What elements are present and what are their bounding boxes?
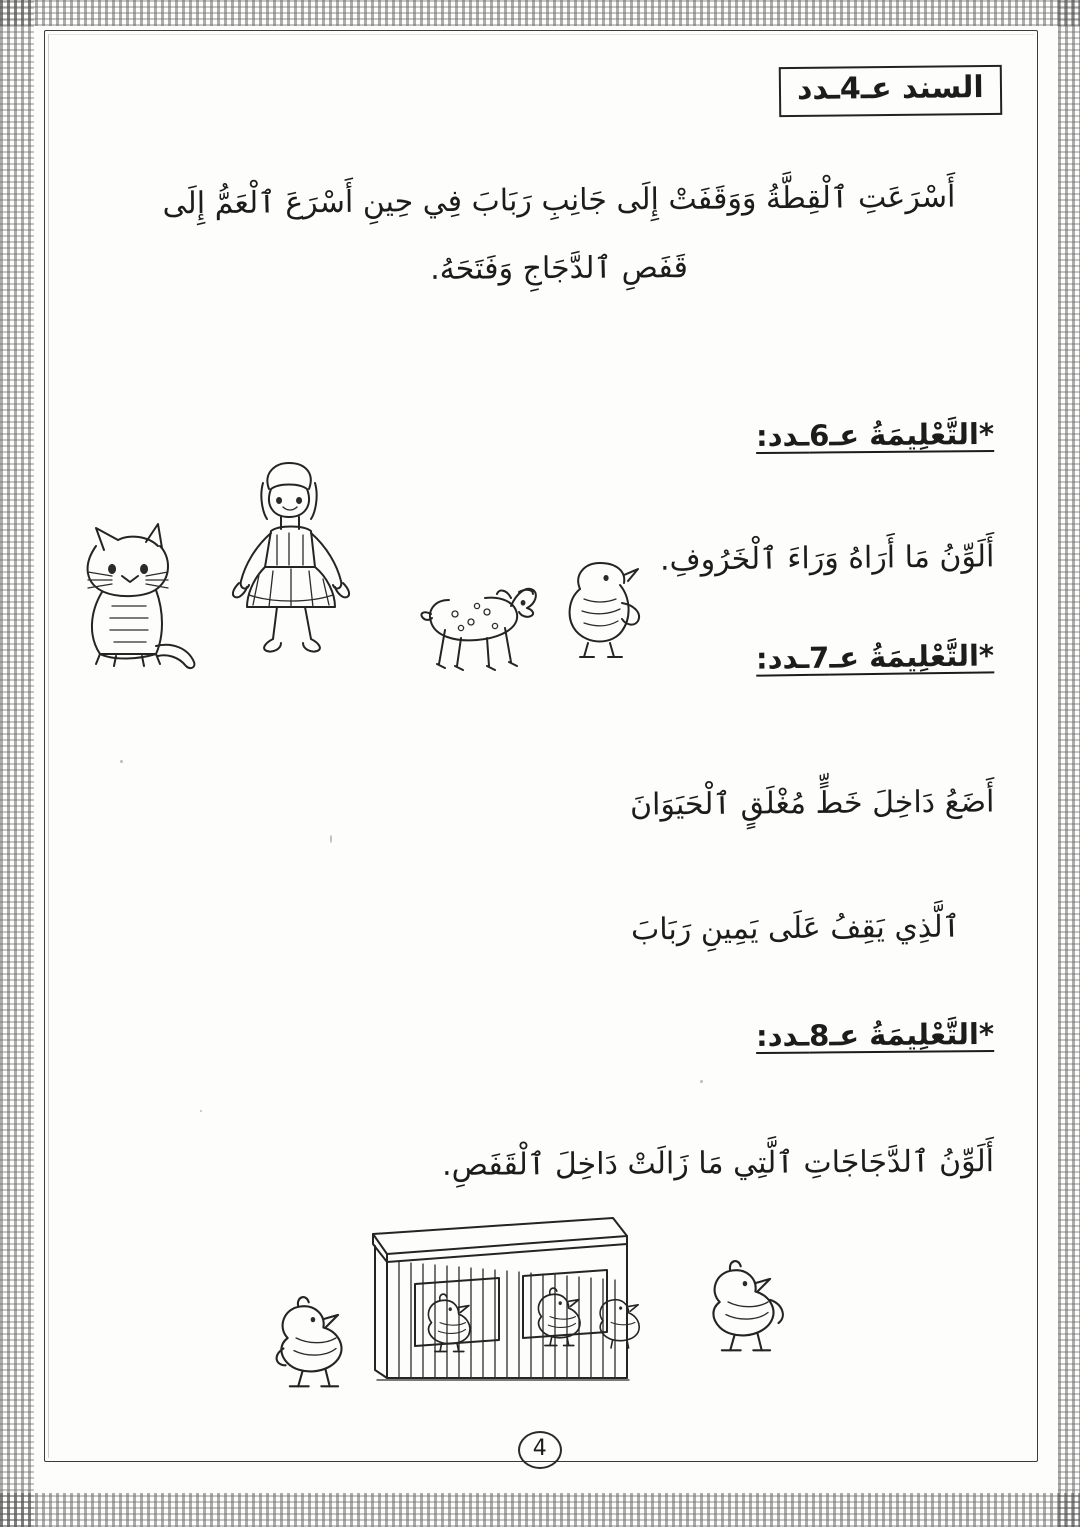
scan-edge-top (0, 0, 1080, 26)
cat-drawing (60, 520, 220, 670)
instruction-label-8: *التَّعْلِيمَةُ عـ8ـدد: (755, 1016, 995, 1054)
page-number: 4 (518, 1431, 562, 1469)
task-text-7-line-1: أَضَعُ دَاخِلَ خَطٍّ مُغْلَقٍ ٱلْحَيَوَانَ (629, 784, 995, 823)
scan-edge-left (0, 0, 34, 1527)
scan-speck (120, 760, 123, 763)
passage-line-2: قَفَصِ ٱلدَّجَاجِ وَفَتَحَهُ. (430, 249, 688, 287)
scan-speck (200, 1110, 202, 1112)
scan-speck (330, 835, 332, 843)
task-text-7-line-2: ٱلَّذِي يَقِفُ عَلَى يَمِينِ رَبَابَ (630, 909, 961, 948)
instruction-heading-8 (756, 1017, 994, 1053)
instruction-heading-7 (756, 638, 995, 675)
task-text-6: أَلَوِّنُ مَا أَرَاهُ وَرَاءَ ٱلْخَرُوفِ. (659, 539, 995, 578)
scan-edge-bottom (0, 1493, 1080, 1527)
scan-speck (700, 1080, 703, 1083)
girl-drawing (215, 455, 365, 670)
instruction-label-7: *التَّعْلِيمَةُ عـ7ـدد: (755, 638, 995, 676)
instruction-heading-6 (756, 417, 994, 453)
passage-line-1: أَسْرَعَتِ ٱلْقِطَّةُ وَوَقَفَتْ إِلَى جَانِبِ رَبَابَ فِي حِينِ أَسْرَعَ ٱلْعَمُّ إِلَى (162, 179, 956, 222)
task-text-8: أَلَوِّنُ ٱلدَّجَاجَاتِ ٱلَّتِي مَا زَالَتْ دَاخِلَ ٱلْقَفَصِ. (441, 1144, 995, 1183)
instruction-label-6: *التَّعْلِيمَةُ عـ6ـدد: (755, 416, 995, 454)
chicken-coop-drawing (255, 1200, 855, 1415)
page-title: السند عـ4ـدد (779, 65, 1002, 117)
chick-drawing (550, 555, 660, 665)
reading-passage (124, 170, 994, 299)
sheep-drawing (415, 570, 545, 680)
scan-edge-right (1058, 0, 1080, 1527)
